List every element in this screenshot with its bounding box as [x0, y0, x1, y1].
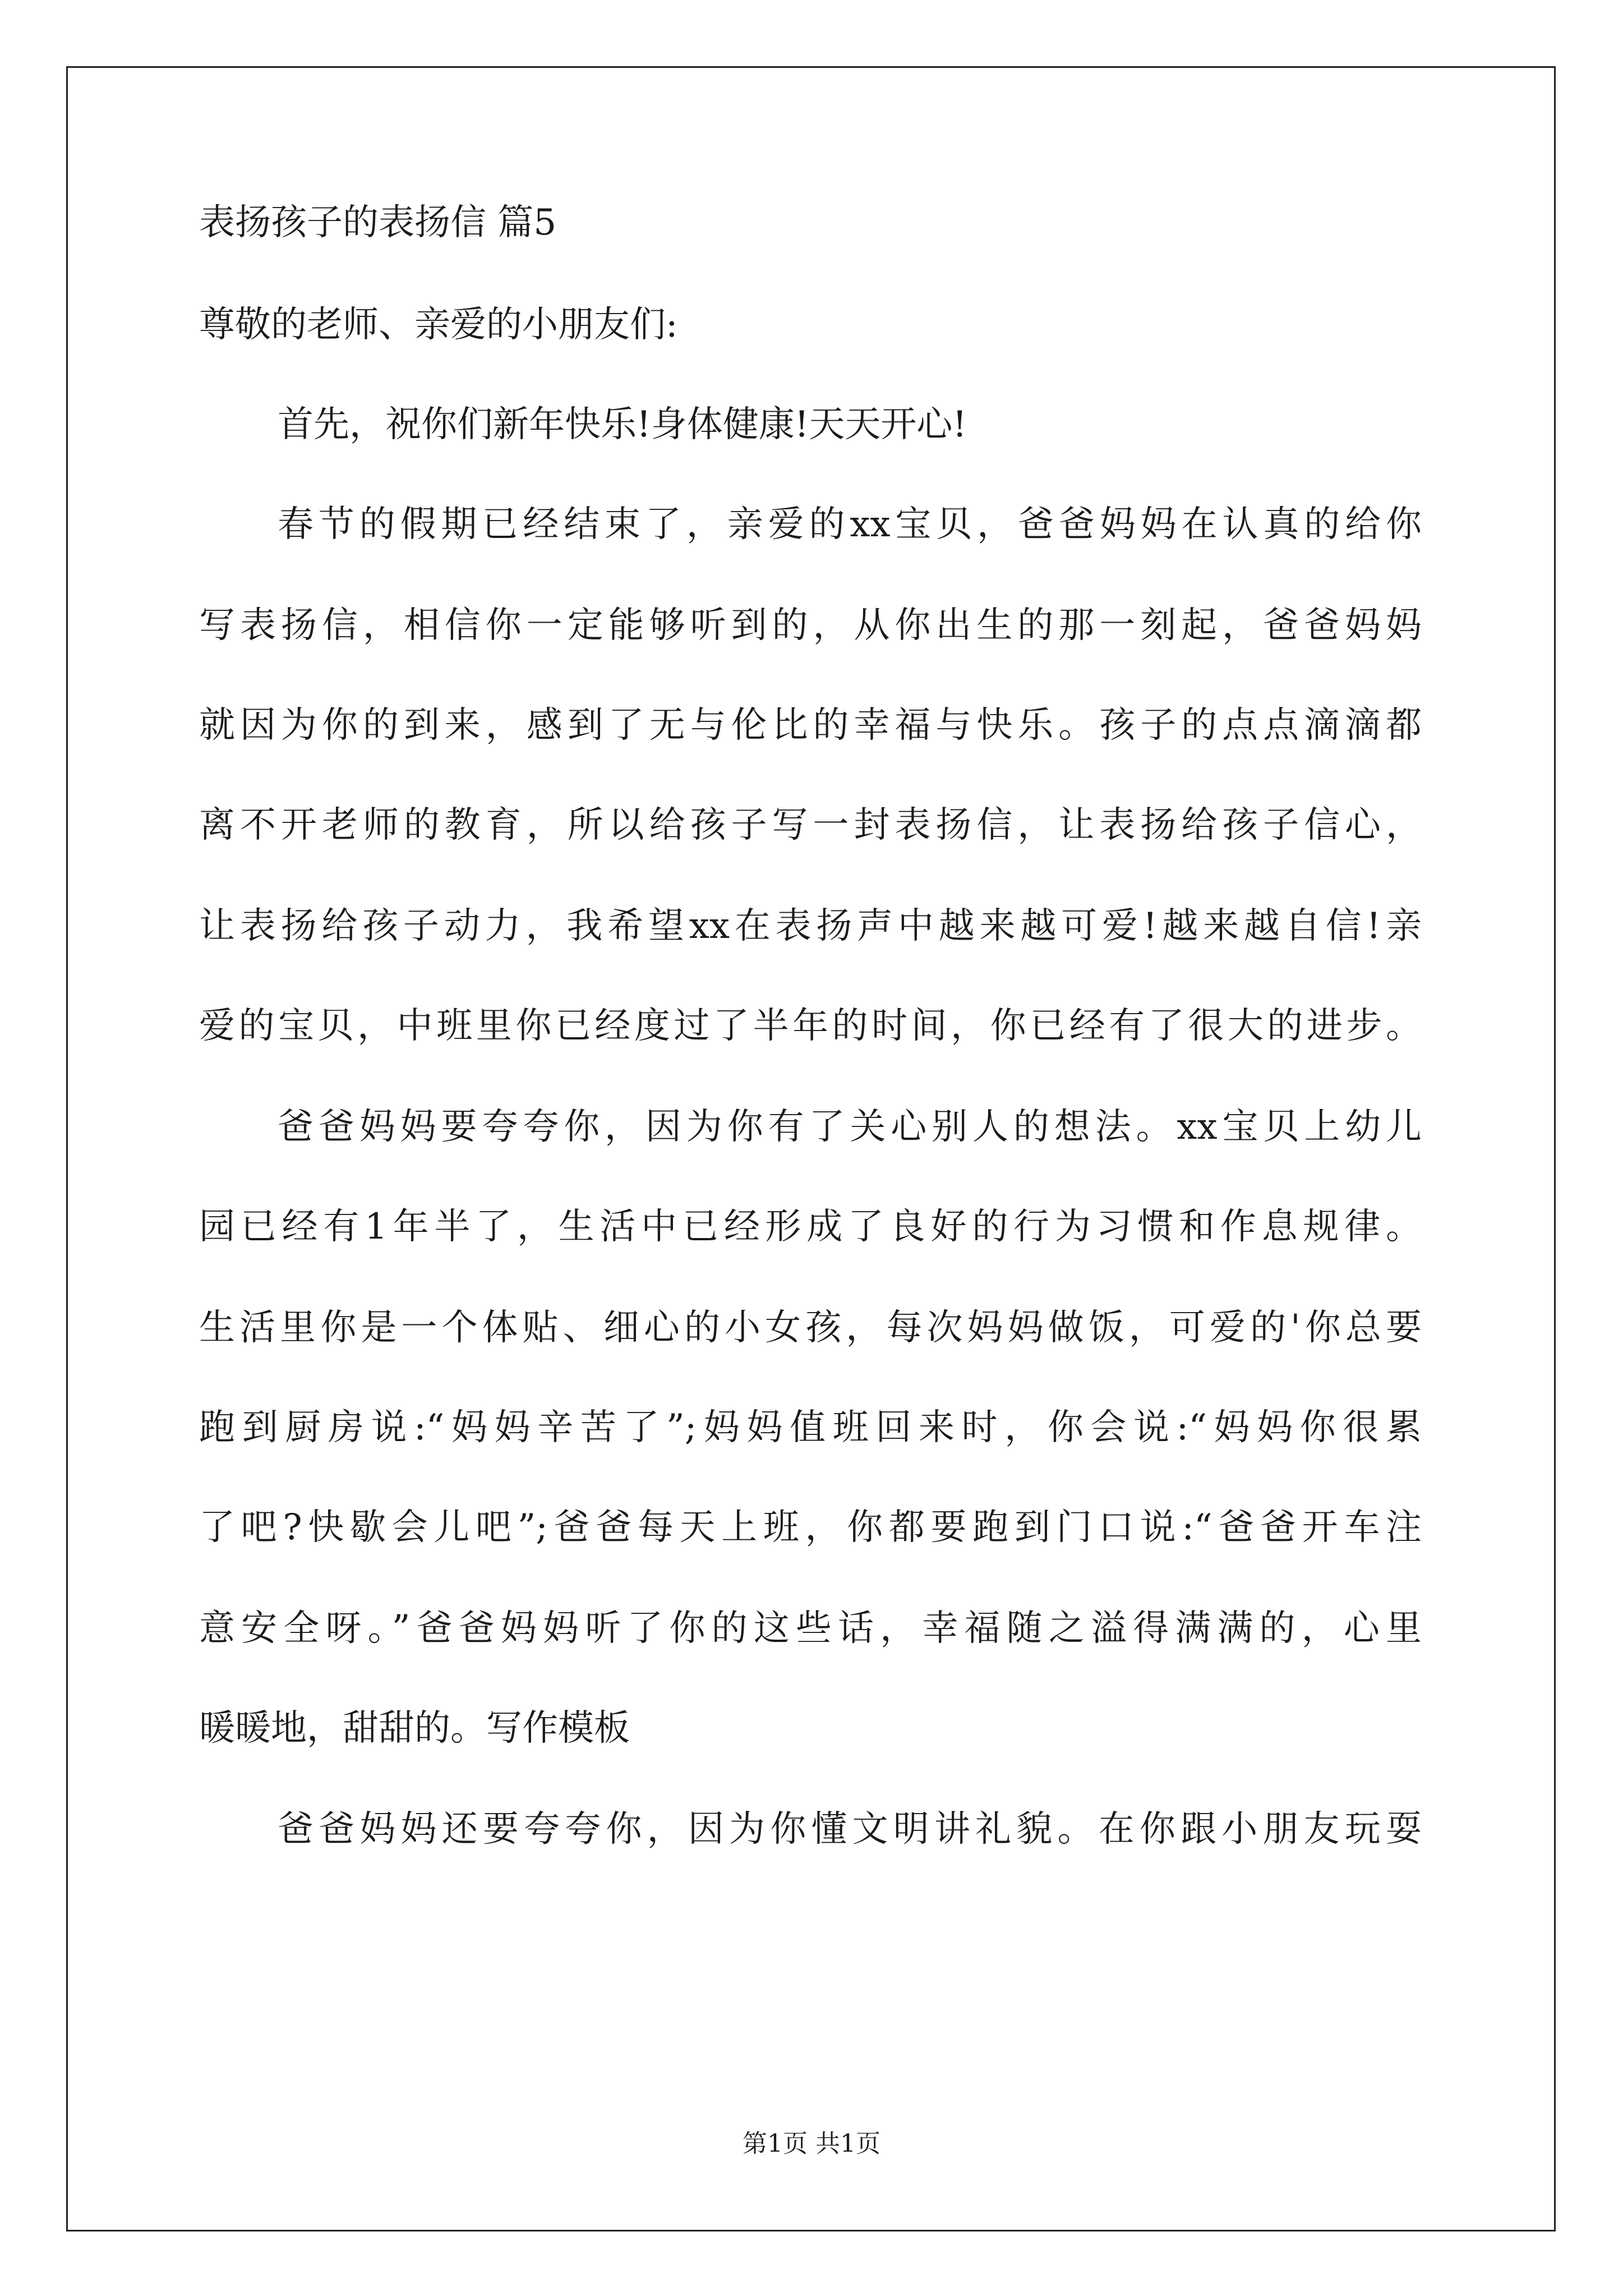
paragraph-line-2: 春节的假期已经结束了，亲爱的xx宝贝，爸爸妈妈在认真的给你: [278, 504, 1422, 545]
paragraph-line-9: 园已经有1年半了，生活中已经形成了良好的行为习惯和作息规律。: [199, 1206, 1422, 1248]
paragraph-line-3: 写表扬信，相信你一定能够听到的，从你出生的那一刻起，爸爸妈妈: [199, 605, 1422, 646]
paragraph-line-10: 生活里你是一个体贴、细心的小女孩，每次妈妈做饭，可爱的'你总要: [199, 1307, 1422, 1349]
paragraph-line-7: 爱的宝贝，中班里你已经度过了半年的时间，你已经有了很大的进步。: [199, 1005, 1422, 1047]
document-title: 表扬孩子的表扬信 篇5: [199, 202, 557, 243]
page-border: [66, 66, 1556, 2231]
paragraph-line-1: 首先，祝你们新年快乐!身体健康!天天开心!: [278, 404, 967, 445]
page-number: 第1页 共1页: [743, 2129, 880, 2158]
paragraph-line-8: 爸爸妈妈要夸夸你，因为你有了关心别人的想法。xx宝贝上幼儿: [278, 1106, 1422, 1148]
paragraph-line-4: 就因为你的到来，感到了无与伦比的幸福与快乐。孩子的点点滴滴都: [199, 705, 1422, 746]
salutation: 尊敬的老师、亲爱的小朋友们:: [199, 304, 678, 346]
paragraph-line-14: 暖暖地，甜甜的。写作模板: [199, 1708, 630, 1749]
paragraph-line-15: 爸爸妈妈还要夸夸你，因为你懂文明讲礼貌。在你跟小朋友玩耍: [278, 1809, 1422, 1850]
paragraph-line-5: 离不开老师的教育，所以给孩子写一封表扬信，让表扬给孩子信心，: [199, 804, 1422, 846]
paragraph-line-6: 让表扬给孩子动力，我希望xx在表扬声中越来越可爱!越来越自信!亲: [199, 905, 1422, 947]
paragraph-line-11: 跑到厨房说:“妈妈辛苦了”;妈妈值班回来时，你会说:“妈妈你很累: [199, 1407, 1422, 1448]
paragraph-line-12: 了吧?快歇会儿吧”;爸爸每天上班，你都要跑到门口说:“爸爸开车注: [199, 1507, 1422, 1548]
paragraph-line-13: 意安全呀。”爸爸妈妈听了你的这些话，幸福随之溢得满满的，心里: [199, 1608, 1422, 1649]
